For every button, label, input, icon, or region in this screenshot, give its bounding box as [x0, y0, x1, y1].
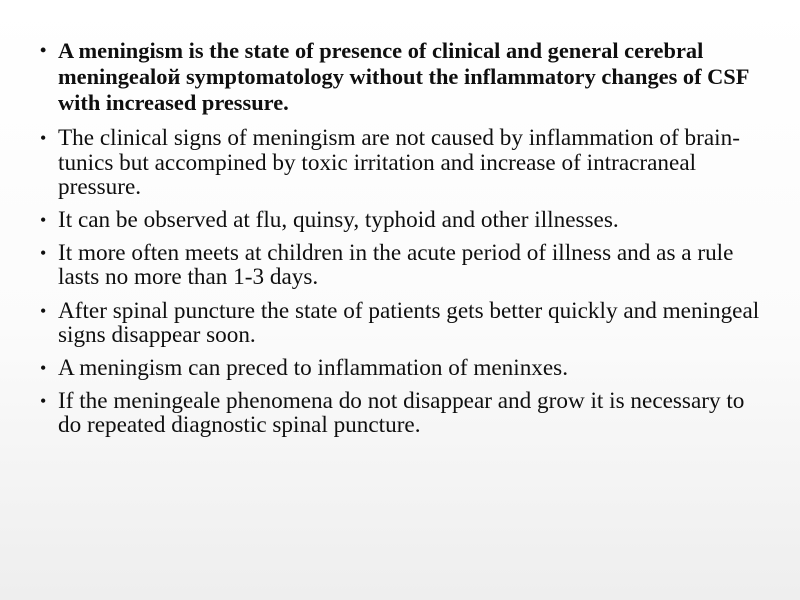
- bullet-item-observed-at: • It can be observed at flu, quinsy, typhoid and other illnesses.: [40, 208, 760, 232]
- bullet-item-repeated-puncture: • If the meningeale phenomena do not disappear and grow it is necessary to do repeated diagnostic spinal puncture.: [40, 389, 760, 437]
- bullet-item-clinical-signs: • The clinical signs of meningism are not caused by inflammation of brain-tunics but accompined by toxic irritation and increase of intracraneal pressure.: [40, 126, 760, 199]
- bullet-item-precedes: • A meningism can preced to inflammation of meninxes.: [40, 356, 760, 380]
- bullet-item-after-puncture: • After spinal puncture the state of patients gets better quickly and meningeal signs disappear soon.: [40, 299, 760, 347]
- bullet-item-children: • It more often meets at children in the acute period of illness and as a rule lasts no more than 1-3 days.: [40, 241, 760, 289]
- bullet-item-definition: • A meningism is the state of presence of clinical and general cerebral meningealoй symptomatology without the inflammatory changes of CSF with increased pressure.: [40, 38, 760, 115]
- bullet-list: [40, 38, 760, 438]
